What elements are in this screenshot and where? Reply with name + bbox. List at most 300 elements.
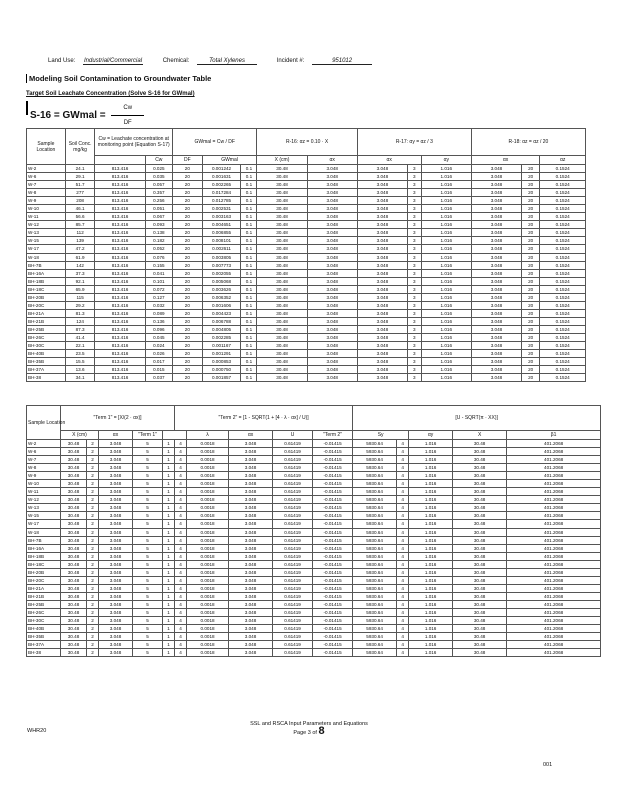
table-cell: 3.048 bbox=[229, 472, 273, 480]
table-cell: 30.48 bbox=[257, 165, 307, 173]
col2-lambda: λ bbox=[187, 431, 229, 440]
table-cell: 0.0018 bbox=[187, 456, 229, 464]
table-cell: 0.61419 bbox=[273, 440, 313, 448]
table-cell: 1.016 bbox=[421, 317, 471, 325]
table-cell: 30.48 bbox=[453, 649, 507, 657]
table-cell: 5930.64 bbox=[353, 552, 397, 560]
table-cell: 5930.64 bbox=[353, 504, 397, 512]
table-cell: 20 bbox=[173, 237, 203, 245]
table-cell: 3.048 bbox=[229, 641, 273, 649]
table-cell: 813.416 bbox=[95, 189, 145, 197]
table-cell: 1 bbox=[163, 617, 175, 625]
table-cell: 5 bbox=[133, 480, 163, 488]
table-cell: 401.2068 bbox=[507, 600, 601, 608]
table-cell: 1 bbox=[163, 448, 175, 456]
table-cell: 1.016 bbox=[421, 221, 471, 229]
table-cell: 1.016 bbox=[421, 309, 471, 317]
table-cell: 3.048 bbox=[357, 237, 407, 245]
table-cell: BH-35B bbox=[27, 633, 61, 641]
table-cell: 1.016 bbox=[409, 472, 453, 480]
table-cell: 30.48 bbox=[61, 633, 87, 641]
table-cell: 3.048 bbox=[471, 253, 521, 261]
table-cell: -0.01415 bbox=[313, 560, 353, 568]
table-cell: 0.1524 bbox=[540, 197, 586, 205]
table-cell: BH-40B bbox=[27, 350, 66, 358]
table-cell: 5 bbox=[133, 544, 163, 552]
table-cell: 401.2068 bbox=[507, 440, 601, 448]
table-cell: 813.416 bbox=[95, 293, 145, 301]
table-cell: 4 bbox=[397, 472, 409, 480]
table-cell: 0.089 bbox=[145, 309, 172, 317]
table-cell: 1.016 bbox=[409, 464, 453, 472]
table-row bbox=[27, 528, 601, 536]
table-cell: 20 bbox=[522, 333, 540, 341]
table-cell: 3.048 bbox=[357, 229, 407, 237]
table-cell: 20 bbox=[522, 189, 540, 197]
table-row bbox=[27, 520, 601, 528]
col2-ax2: αx bbox=[229, 431, 273, 440]
table-cell: 3.048 bbox=[471, 269, 521, 277]
table-cell: 3.048 bbox=[99, 649, 133, 657]
table-cell: BH-18C bbox=[27, 285, 66, 293]
table-cell: 5 bbox=[133, 448, 163, 456]
table-cell: 20 bbox=[522, 358, 540, 366]
table-cell: 3.048 bbox=[357, 181, 407, 189]
col2-sy: Sy bbox=[353, 431, 409, 440]
table-cell: 3.048 bbox=[357, 245, 407, 253]
table-cell: 1 bbox=[163, 488, 175, 496]
table-cell: 4 bbox=[397, 649, 409, 657]
table-cell: -0.01415 bbox=[313, 576, 353, 584]
table-cell: W-6 bbox=[27, 173, 66, 181]
table-cell: 3.048 bbox=[99, 520, 133, 528]
table-cell: 4 bbox=[175, 633, 187, 641]
table-cell: 0.1524 bbox=[540, 317, 586, 325]
table-cell: 1.016 bbox=[421, 277, 471, 285]
table-cell: 30.48 bbox=[453, 560, 507, 568]
table-cell: 5 bbox=[133, 633, 163, 641]
table-cell: 0.0018 bbox=[187, 576, 229, 584]
table-cell: BH-16A bbox=[27, 544, 61, 552]
table-cell: 4 bbox=[397, 512, 409, 520]
table-cell: 3.048 bbox=[99, 536, 133, 544]
table-cell: 3.048 bbox=[357, 253, 407, 261]
table-cell: 2 bbox=[87, 625, 99, 633]
table-cell: 0.1524 bbox=[540, 213, 586, 221]
table-cell: -0.01415 bbox=[313, 649, 353, 657]
table-cell: 0.138 bbox=[145, 229, 172, 237]
table-cell: 1.016 bbox=[409, 608, 453, 616]
table-cell: 1.016 bbox=[421, 333, 471, 341]
table-cell: 3.048 bbox=[357, 333, 407, 341]
table-cell: -0.01415 bbox=[313, 584, 353, 592]
table-cell: 813.416 bbox=[95, 237, 145, 245]
page-total: 8 bbox=[318, 725, 325, 737]
table-cell: 0.0018 bbox=[187, 440, 229, 448]
table-cell: 0.1 bbox=[241, 205, 257, 213]
table-cell: 2 bbox=[87, 600, 99, 608]
table-cell: 30.48 bbox=[61, 448, 87, 456]
table-cell: 0.61419 bbox=[273, 504, 313, 512]
table-cell: 0.0018 bbox=[187, 625, 229, 633]
table-cell: 0.1 bbox=[241, 181, 257, 189]
table-cell: 813.416 bbox=[95, 366, 145, 374]
table-cell: 1 bbox=[163, 633, 175, 641]
table-cell: 0.1 bbox=[241, 317, 257, 325]
table-cell: 30.48 bbox=[257, 374, 307, 382]
table-row bbox=[27, 504, 601, 512]
col2-u: U bbox=[273, 431, 313, 440]
table-cell: 1 bbox=[163, 528, 175, 536]
table-cell: 1.016 bbox=[409, 633, 453, 641]
col-ax-18: αx bbox=[471, 156, 539, 165]
table-cell: 1.016 bbox=[409, 480, 453, 488]
table-cell: 3.048 bbox=[471, 317, 521, 325]
table-cell: 1.016 bbox=[409, 649, 453, 657]
table-cell: 1.016 bbox=[409, 552, 453, 560]
table-cell: 1.016 bbox=[409, 448, 453, 456]
table-cell: 813.416 bbox=[95, 350, 145, 358]
table-cell: 1.016 bbox=[421, 189, 471, 197]
table-cell: 30.48 bbox=[453, 600, 507, 608]
table-row bbox=[27, 576, 601, 584]
table-cell: 401.2068 bbox=[507, 633, 601, 641]
table-cell: BH-20B bbox=[27, 568, 61, 576]
table-cell: 20 bbox=[173, 205, 203, 213]
table-cell: 3.048 bbox=[471, 374, 521, 382]
table-cell: 2 bbox=[87, 568, 99, 576]
table-cell: 87.3 bbox=[65, 325, 95, 333]
table-cell: 2 bbox=[87, 544, 99, 552]
table-cell: 1.016 bbox=[409, 496, 453, 504]
table-cell: 30.48 bbox=[61, 552, 87, 560]
table-cell: 3.048 bbox=[307, 165, 357, 173]
table-cell: 1 bbox=[163, 552, 175, 560]
table-cell: 30.48 bbox=[61, 649, 87, 657]
table-cell: 401.2068 bbox=[507, 448, 601, 456]
table-cell: 4 bbox=[397, 625, 409, 633]
table-cell: 1.016 bbox=[421, 245, 471, 253]
col-cw: Cw bbox=[145, 156, 172, 165]
table-cell: 5930.64 bbox=[353, 536, 397, 544]
col-r18: R-18: αz = αz / 20 bbox=[471, 129, 585, 156]
table-cell: 0.1 bbox=[241, 197, 257, 205]
table-cell: 30.48 bbox=[453, 488, 507, 496]
table-row bbox=[27, 649, 601, 657]
table-cell: 30.48 bbox=[453, 584, 507, 592]
table-cell: 0.0018 bbox=[187, 536, 229, 544]
table-row bbox=[27, 342, 586, 350]
table-cell: -0.01415 bbox=[313, 536, 353, 544]
table-cell: 0.1 bbox=[241, 173, 257, 181]
col-x-cm: X (cm) bbox=[257, 156, 307, 165]
table-cell: 0.1524 bbox=[540, 325, 586, 333]
table-cell: 3 bbox=[407, 269, 421, 277]
table-cell: 0.1524 bbox=[540, 181, 586, 189]
table-cell: 1.016 bbox=[421, 261, 471, 269]
table-cell: 3.048 bbox=[229, 617, 273, 625]
table-cell: 0.1 bbox=[241, 325, 257, 333]
table-cell: 2 bbox=[87, 440, 99, 448]
table-cell: 46.1 bbox=[65, 205, 95, 213]
table-row bbox=[27, 333, 586, 341]
table-cell: BH-30C bbox=[27, 617, 61, 625]
table-cell: 0.1524 bbox=[540, 229, 586, 237]
table-cell: -0.01415 bbox=[313, 600, 353, 608]
table-cell: 0.61419 bbox=[273, 608, 313, 616]
table-cell: 0.0018 bbox=[187, 496, 229, 504]
table-cell: 3.048 bbox=[307, 309, 357, 317]
table-row bbox=[27, 309, 586, 317]
table-row bbox=[27, 560, 601, 568]
table-cell: 3 bbox=[407, 317, 421, 325]
table-cell: -0.01415 bbox=[313, 625, 353, 633]
table-cell: 1.016 bbox=[421, 229, 471, 237]
table-cell: 0.61419 bbox=[273, 584, 313, 592]
table-cell: W-13 bbox=[27, 504, 61, 512]
table-cell: 3.048 bbox=[307, 253, 357, 261]
table-cell: 3.048 bbox=[471, 213, 521, 221]
table-cell: 4 bbox=[175, 576, 187, 584]
table-cell: 0.045 bbox=[145, 333, 172, 341]
table-cell: 1 bbox=[163, 608, 175, 616]
table-cell: 3.048 bbox=[229, 440, 273, 448]
table-cell: 20 bbox=[522, 317, 540, 325]
table-cell: 30.48 bbox=[257, 301, 307, 309]
table-cell: 20 bbox=[173, 269, 203, 277]
table-cell: 30.48 bbox=[453, 520, 507, 528]
table-row bbox=[27, 592, 601, 600]
table-cell: 20 bbox=[522, 374, 540, 382]
chemical-value: Total Xylenes bbox=[197, 58, 257, 65]
table-cell: 3.048 bbox=[471, 197, 521, 205]
table-cell: W-15 bbox=[27, 512, 61, 520]
table-cell: 4 bbox=[397, 488, 409, 496]
table-cell: W-11 bbox=[27, 213, 66, 221]
table-cell: 81.3 bbox=[65, 309, 95, 317]
table-cell: BH-37A bbox=[27, 366, 66, 374]
table-cell: 5 bbox=[133, 552, 163, 560]
table-cell: 30.48 bbox=[61, 641, 87, 649]
table-cell: 1.016 bbox=[409, 528, 453, 536]
table-cell: 4 bbox=[175, 584, 187, 592]
table-cell: 1 bbox=[163, 480, 175, 488]
col2-ax: αx bbox=[99, 431, 133, 440]
table-cell: 0.006855 bbox=[202, 229, 241, 237]
table-cell: 4 bbox=[175, 536, 187, 544]
table-cell: W-11 bbox=[27, 488, 61, 496]
table-cell: 3 bbox=[407, 325, 421, 333]
table-cell: 30.48 bbox=[257, 229, 307, 237]
table-cell: 3.048 bbox=[99, 504, 133, 512]
table-cell: 0.0018 bbox=[187, 641, 229, 649]
table-cell: 30.48 bbox=[61, 617, 87, 625]
table-cell: 4 bbox=[175, 641, 187, 649]
table-cell: 5930.64 bbox=[353, 456, 397, 464]
table-cell: 5930.64 bbox=[353, 617, 397, 625]
table-cell: 0.1 bbox=[241, 245, 257, 253]
table-cell: 1 bbox=[163, 464, 175, 472]
table-cell: BH-21A bbox=[27, 584, 61, 592]
table-cell: 5930.64 bbox=[353, 576, 397, 584]
table-cell: 0.035 bbox=[145, 173, 172, 181]
document-header bbox=[48, 58, 390, 65]
table-cell: 30.48 bbox=[453, 448, 507, 456]
table-cell: 3.048 bbox=[357, 285, 407, 293]
table-cell: 3.048 bbox=[229, 600, 273, 608]
table-cell: 3.048 bbox=[357, 366, 407, 374]
table-cell: 0.1 bbox=[241, 269, 257, 277]
table-cell: 1 bbox=[163, 560, 175, 568]
table-cell: 0.041 bbox=[145, 269, 172, 277]
table-cell: 3.048 bbox=[357, 213, 407, 221]
table-cell: -0.01415 bbox=[313, 504, 353, 512]
table-row bbox=[27, 544, 601, 552]
table-cell: 0.1 bbox=[241, 277, 257, 285]
table-cell: 3 bbox=[407, 309, 421, 317]
table-cell: 30.48 bbox=[453, 472, 507, 480]
table-cell: 30.48 bbox=[257, 181, 307, 189]
table-cell: 20 bbox=[173, 189, 203, 197]
table-cell: 4 bbox=[397, 536, 409, 544]
table-cell: 401.2068 bbox=[507, 617, 601, 625]
table-cell: W-13 bbox=[27, 229, 66, 237]
table-cell: 2 bbox=[87, 617, 99, 625]
table-cell: 0.0018 bbox=[187, 584, 229, 592]
table-cell: BH-38 bbox=[27, 374, 66, 382]
table-cell: 2 bbox=[87, 512, 99, 520]
table-cell: 3.048 bbox=[357, 261, 407, 269]
table-cell: 30.48 bbox=[453, 480, 507, 488]
table-row bbox=[27, 472, 601, 480]
table-cell: 0.001857 bbox=[202, 374, 241, 382]
table-cell: 30.48 bbox=[453, 552, 507, 560]
table-cell: 112 bbox=[65, 229, 95, 237]
table-cell: 401.2068 bbox=[507, 464, 601, 472]
table-cell: 3.048 bbox=[229, 488, 273, 496]
table-cell: 5 bbox=[133, 641, 163, 649]
table-cell: 2 bbox=[87, 520, 99, 528]
table-cell: 4 bbox=[175, 592, 187, 600]
table-cell: 3.048 bbox=[99, 528, 133, 536]
table-cell: W-17 bbox=[27, 520, 61, 528]
table-cell: 401.2068 bbox=[507, 536, 601, 544]
table-cell: 0.003163 bbox=[202, 213, 241, 221]
table-cell: 0.1 bbox=[241, 342, 257, 350]
table-cell: -0.01415 bbox=[313, 617, 353, 625]
table-cell: 3 bbox=[407, 277, 421, 285]
table-cell: 3.048 bbox=[99, 568, 133, 576]
table-row bbox=[27, 374, 586, 382]
table-cell: 5930.64 bbox=[353, 600, 397, 608]
table-cell: 813.416 bbox=[95, 317, 145, 325]
table-cell: 0.037 bbox=[145, 374, 172, 382]
table-cell: 1 bbox=[163, 625, 175, 633]
table-cell: 30.48 bbox=[453, 641, 507, 649]
table-cell: 0.000853 bbox=[202, 358, 241, 366]
table-cell: 1 bbox=[163, 472, 175, 480]
table-row bbox=[27, 456, 601, 464]
table-cell: 3.048 bbox=[471, 309, 521, 317]
table-cell: 34.1 bbox=[65, 374, 95, 382]
table-cell: 30.48 bbox=[257, 325, 307, 333]
equation-s16 bbox=[26, 101, 144, 126]
table-cell: 2 bbox=[87, 504, 99, 512]
table-cell: 13.6 bbox=[65, 366, 95, 374]
table-cell: BH-18B bbox=[27, 552, 61, 560]
table-cell: 1.016 bbox=[409, 576, 453, 584]
table-cell: W-2 bbox=[27, 165, 66, 173]
col2-ay: αy bbox=[409, 431, 453, 440]
table-cell: 3.048 bbox=[307, 293, 357, 301]
table-cell: 3.048 bbox=[471, 301, 521, 309]
table-cell: 401.2068 bbox=[507, 568, 601, 576]
table-cell: 3.048 bbox=[99, 608, 133, 616]
table-cell: 401.2068 bbox=[507, 608, 601, 616]
table-cell: 3.048 bbox=[307, 197, 357, 205]
equation-lhs: GWmal = bbox=[62, 109, 106, 121]
col-ax-17: αx bbox=[357, 156, 421, 165]
table-cell: 30.48 bbox=[257, 269, 307, 277]
table-cell: 0.067 bbox=[145, 213, 172, 221]
table-row bbox=[27, 366, 586, 374]
table-cell: W-9 bbox=[27, 472, 61, 480]
table-cell: 30.48 bbox=[257, 342, 307, 350]
table-cell: 0.127 bbox=[145, 293, 172, 301]
table-cell: 1.016 bbox=[421, 269, 471, 277]
table-cell: 3.048 bbox=[99, 584, 133, 592]
table-cell: 20 bbox=[522, 342, 540, 350]
table-cell: 30.48 bbox=[257, 221, 307, 229]
table-cell: 0.0018 bbox=[187, 552, 229, 560]
table-cell: 3.048 bbox=[307, 237, 357, 245]
table-cell: 20 bbox=[173, 366, 203, 374]
table-cell: 1 bbox=[163, 512, 175, 520]
table-cell: 3.048 bbox=[307, 358, 357, 366]
table-cell: 0.0018 bbox=[187, 520, 229, 528]
table-cell: 2 bbox=[87, 448, 99, 456]
table-cell: 1.016 bbox=[409, 625, 453, 633]
table-cell: 0.0018 bbox=[187, 512, 229, 520]
table-cell: 3.048 bbox=[357, 342, 407, 350]
table-row bbox=[27, 568, 601, 576]
table-cell: 3.048 bbox=[471, 350, 521, 358]
table-cell: 401.2068 bbox=[507, 641, 601, 649]
table-cell: 1.016 bbox=[409, 512, 453, 520]
table-cell: 0.1524 bbox=[540, 205, 586, 213]
table-cell: 1.016 bbox=[409, 536, 453, 544]
table-row bbox=[27, 552, 601, 560]
table-cell: 0.1524 bbox=[540, 301, 586, 309]
table-cell: 0.0018 bbox=[187, 592, 229, 600]
table-cell: 813.416 bbox=[95, 205, 145, 213]
table-cell: 4 bbox=[175, 456, 187, 464]
table-cell: 20 bbox=[173, 317, 203, 325]
table-cell: 3.048 bbox=[99, 440, 133, 448]
table-cell: 401.2068 bbox=[507, 576, 601, 584]
table-cell: 30.48 bbox=[61, 496, 87, 504]
table-cell: 3.048 bbox=[229, 633, 273, 641]
table-cell: 3.048 bbox=[307, 350, 357, 358]
table-cell: 3.048 bbox=[99, 576, 133, 584]
table-cell: 2 bbox=[87, 472, 99, 480]
table-cell: 401.2068 bbox=[507, 480, 601, 488]
table-cell: 3.048 bbox=[471, 229, 521, 237]
table-cell: 1 bbox=[163, 649, 175, 657]
table-cell: BH-38 bbox=[27, 649, 61, 657]
table-cell: 30.48 bbox=[61, 488, 87, 496]
incident-value: 951012 bbox=[312, 58, 372, 65]
